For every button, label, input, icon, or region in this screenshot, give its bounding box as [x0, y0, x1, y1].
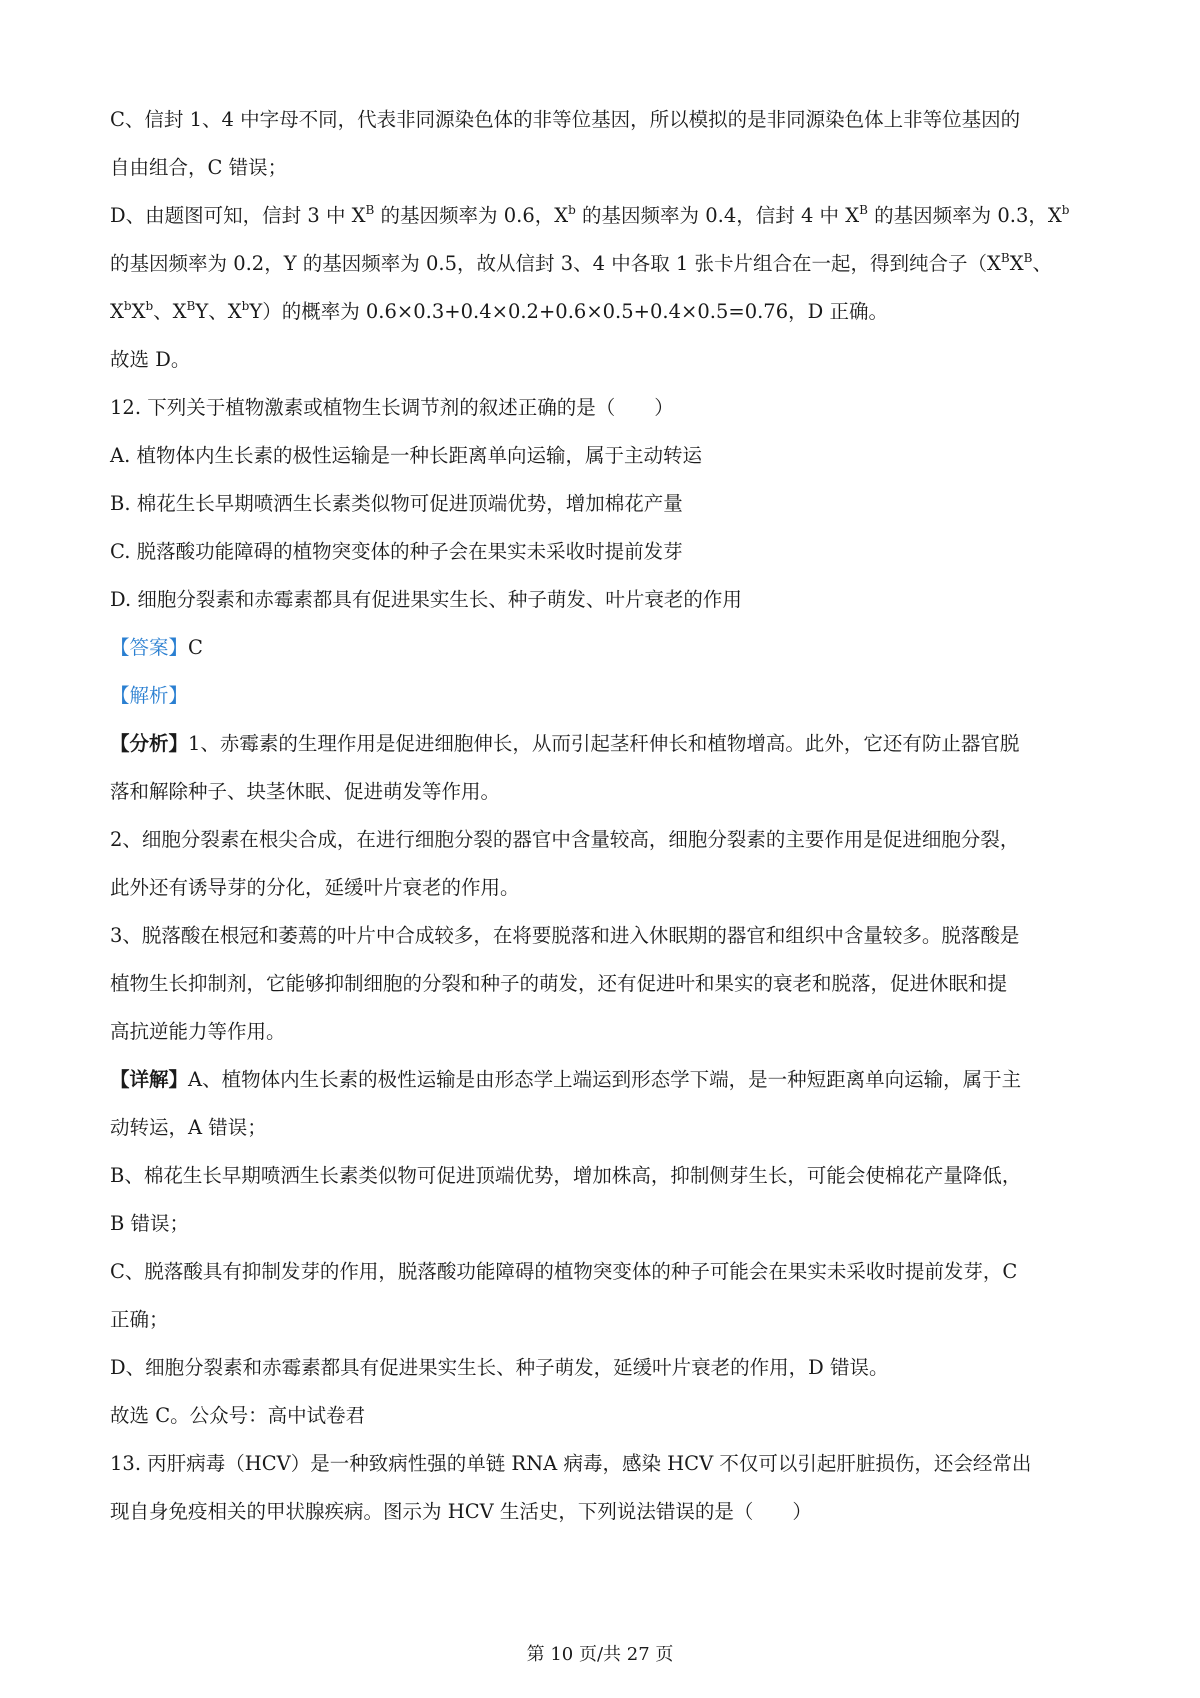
- question-12-stem: 12. 下列关于植物激素或植物生长调节剂的叙述正确的是（ ）: [110, 396, 674, 419]
- paragraph-line: 高抗逆能力等作用。: [110, 1020, 286, 1043]
- paragraph-line: 植物生长抑制剂，它能够抑制细胞的分裂和种子的萌发，还有促进叶和果实的衰老和脱落，促进休眠和提: [110, 972, 1008, 995]
- paragraph-line: 故选 D。: [110, 348, 191, 371]
- analysis-heading: [110, 672, 1100, 720]
- paragraph-line: B、棉花生长早期喷洒生长素类似物可促进顶端优势，增加株高，抑制侧芽生长，可能会使棉花产量降低，: [110, 1164, 1022, 1187]
- paragraph-line: 【详解】A、植物体内生长素的极性运输是由形态学上端运到形态学下端，是一种短距离单向运输，属于主: [110, 1068, 1022, 1091]
- page-footer: 第 10 页/共 27 页: [526, 1644, 674, 1665]
- paragraph-line: D、细胞分裂素和赤霉素都具有促进果实生长、种子萌发，延缓叶片衰老的作用，D 错误。: [110, 1356, 889, 1379]
- paragraph-line: 的基因频率为 0.2，Y 的基因频率为 0.5，故从信封 3、4 中各取 1 张卡片组合在一起，得到纯合子（$X^BX^B$、: [110, 251, 1052, 275]
- paragraph-line: 3、脱落酸在根冠和萎蔫的叶片中合成较多，在将要脱落和进入休眠期的器官和组织中含量较多。脱落酸是: [110, 924, 1020, 947]
- paragraph-line: C、脱落酸具有抑制发芽的作用，脱落酸功能障碍的植物突变体的种子可能会在果实未采收时提前发芽，C: [110, 1260, 1018, 1283]
- paragraph-line: 【分析】1、赤霉素的生理作用是促进细胞伸长，从而引起茎秆伸长和植物增高。此外，它还有防止器官脱: [110, 732, 1020, 755]
- question-12-option-a: A. 植物体内生长素的极性运输是一种长距离单向运输，属于主动转运: [110, 444, 702, 467]
- question-12-option-b: B. 棉花生长早期喷洒生长素类似物可促进顶端优势，增加棉花产量: [110, 492, 683, 515]
- paragraph-line: 落和解除种子、块茎休眠、促进萌发等作用。: [110, 780, 501, 803]
- paragraph-line: B 错误；: [110, 1212, 190, 1235]
- paragraph-line: $X^bX^b$、$X^BY$、$X^bY$）的概率为 0.6×0.3+0.4×0.2+0.6×0.5+0.4×0.5=0.76，D 正确。: [110, 299, 888, 323]
- paragraph-line: 此外还有诱导芽的分化，延缓叶片衰老的作用。: [110, 876, 520, 899]
- fenxi-tag: 【分析】: [110, 732, 189, 755]
- analysis-tag: 【解析】: [110, 684, 189, 707]
- answer-line: [110, 624, 1100, 672]
- paragraph-line: 正确；: [110, 1308, 169, 1331]
- page-content: [110, 96, 1100, 1536]
- question-13-stem: 13. 丙肝病毒（HCV）是一种致病性强的单链 RNA 病毒，感染 HCV 不仅可以引起肝脏损伤，还会经常出: [110, 1452, 1032, 1475]
- paragraph-line: 自由组合，C 错误；: [110, 156, 288, 179]
- paragraph-line: 动转运，A 错误；: [110, 1116, 267, 1139]
- answer-value: C: [188, 636, 203, 659]
- question-12-option-c: C. 脱落酸功能障碍的植物突变体的种子会在果实未采收时提前发芽: [110, 540, 683, 563]
- xiangjie-tag: 【详解】: [110, 1068, 189, 1091]
- question-12-option-d: D. 细胞分裂素和赤霉素都具有促进果实生长、种子萌发、叶片衰老的作用: [110, 588, 742, 611]
- paragraph-line: 故选 C。公众号：高中试卷君: [110, 1404, 366, 1427]
- answer-tag: 【答案】: [110, 636, 189, 659]
- paragraph-line: C、信封 1、4 中字母不同，代表非同源染色体的非等位基因，所以模拟的是非同源染色体上非等位基因的: [110, 108, 1021, 131]
- question-13-stem: 现自身免疫相关的甲状腺疾病。图示为 HCV 生活史，下列说法错误的是（ ）: [110, 1500, 812, 1523]
- paragraph-line: D、由题图可知，信封 3 中 $X^B$ 的基因频率为 0.6，$X^b$ 的基因频率为 0.4，信封 4 中 $X^B$ 的基因频率为 0.3，$X^b$: [110, 203, 1070, 227]
- paragraph-line: 2、细胞分裂素在根尖合成，在进行细胞分裂的器官中含量较高，细胞分裂素的主要作用是促进细胞分裂，: [110, 828, 1020, 851]
